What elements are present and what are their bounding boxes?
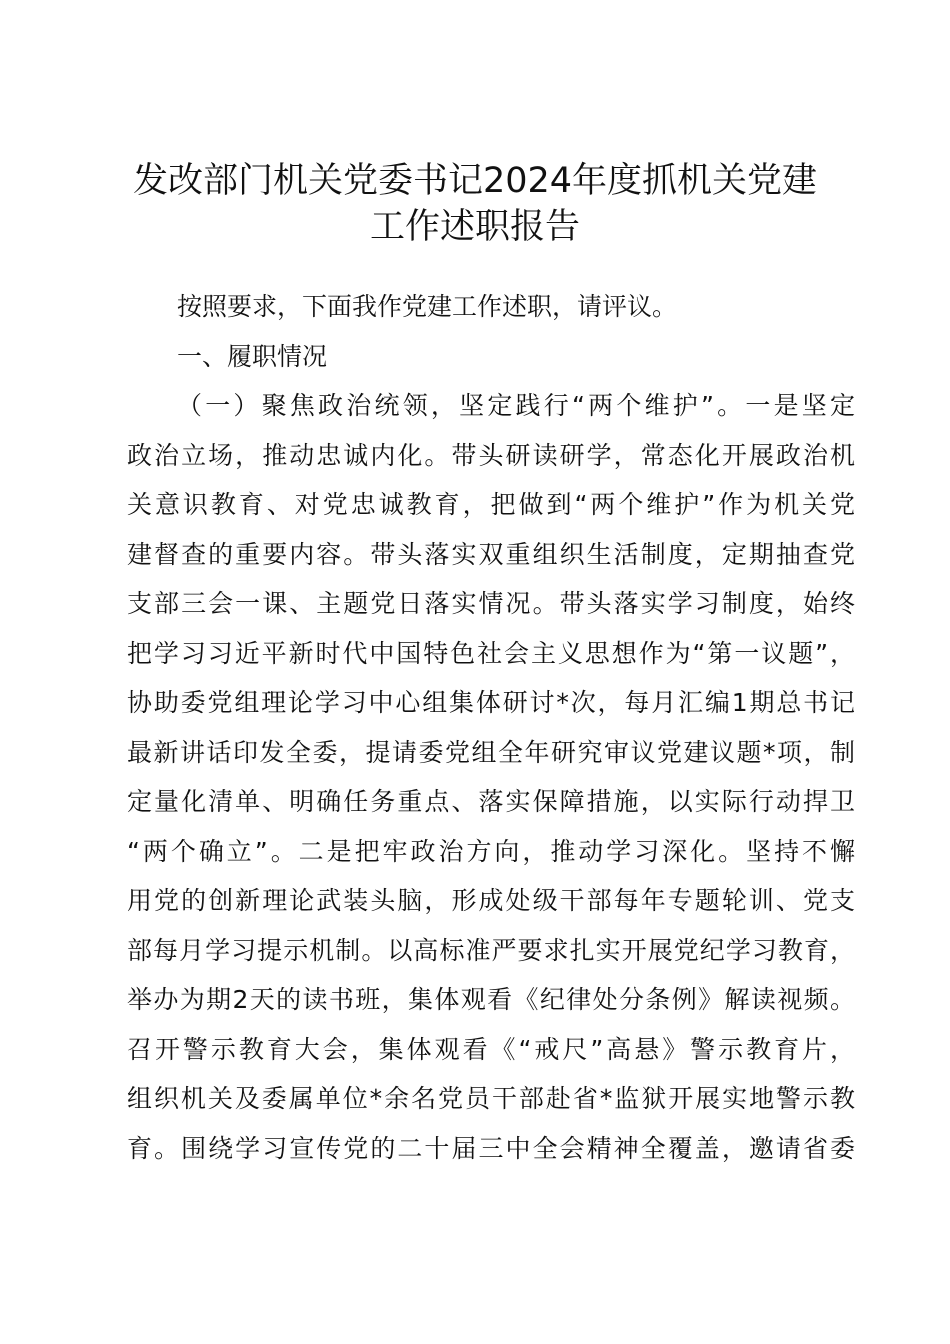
paragraph-line: 部每月学习提示机制。以高标准严要求扎实开展党纪学习教育，	[127, 935, 855, 965]
paragraph-line: 支部三会一课、主题党日落实情况。带头落实学习制度，始终	[127, 589, 855, 618]
paragraph-line: 用党的创新理论武装头脑，形成处级干部每年专题轮训、党支	[127, 886, 855, 915]
paragraph-line: 协助委党组理论学习中心组集体研讨*次，每月汇编1期总书记	[127, 688, 855, 717]
document-body	[127, 282, 855, 1173]
paragraph-1	[127, 381, 855, 1173]
paragraph-line: 关意识教育、对党忠诚教育，把做到“两个维护”作为机关党	[127, 490, 855, 519]
document-title	[100, 158, 850, 250]
section-heading: 一、履职情况	[177, 341, 328, 371]
paragraph-line: 举办为期2天的读书班，集体观看《纪律处分条例》解读视频。	[127, 985, 855, 1014]
paragraph-line: （一）聚焦政治统领，坚定践行“两个维护”。一是坚定	[177, 391, 855, 420]
paragraph-line: 把学习习近平新时代中国特色社会主义思想作为“第一议题”，	[127, 638, 855, 668]
intro-paragraph: 按照要求，下面我作党建工作述职，请评议。	[177, 292, 678, 321]
paragraph-line: 建督查的重要内容。带头落实双重组织生活制度，定期抽查党	[127, 539, 855, 569]
paragraph-line: 最新讲话印发全委，提请委党组全年研究审议党建议题*项，制	[127, 737, 855, 767]
paragraph-line: “两个确立”。二是把牢政治方向，推动学习深化。坚持不懈	[127, 836, 855, 866]
paragraph-line: 组织机关及委属单位*余名党员干部赴省*监狱开展实地警示教	[127, 1084, 855, 1113]
paragraph-line: 育。围绕学习宣传党的二十届三中全会精神全覆盖，邀请省委	[127, 1133, 855, 1163]
paragraph-line: 政治立场，推动忠诚内化。带头研读研学，常态化开展政治机	[127, 440, 855, 470]
title-line-1: 发改部门机关党委书记2024年度抓机关党建	[132, 161, 818, 201]
paragraph-line: 定量化清单、明确任务重点、落实保障措施，以实际行动捍卫	[127, 787, 855, 816]
title-line-2: 工作述职报告	[369, 207, 580, 247]
paragraph-line: 召开警示教育大会，集体观看《“戒尺”高悬》警示教育片，	[127, 1034, 855, 1064]
